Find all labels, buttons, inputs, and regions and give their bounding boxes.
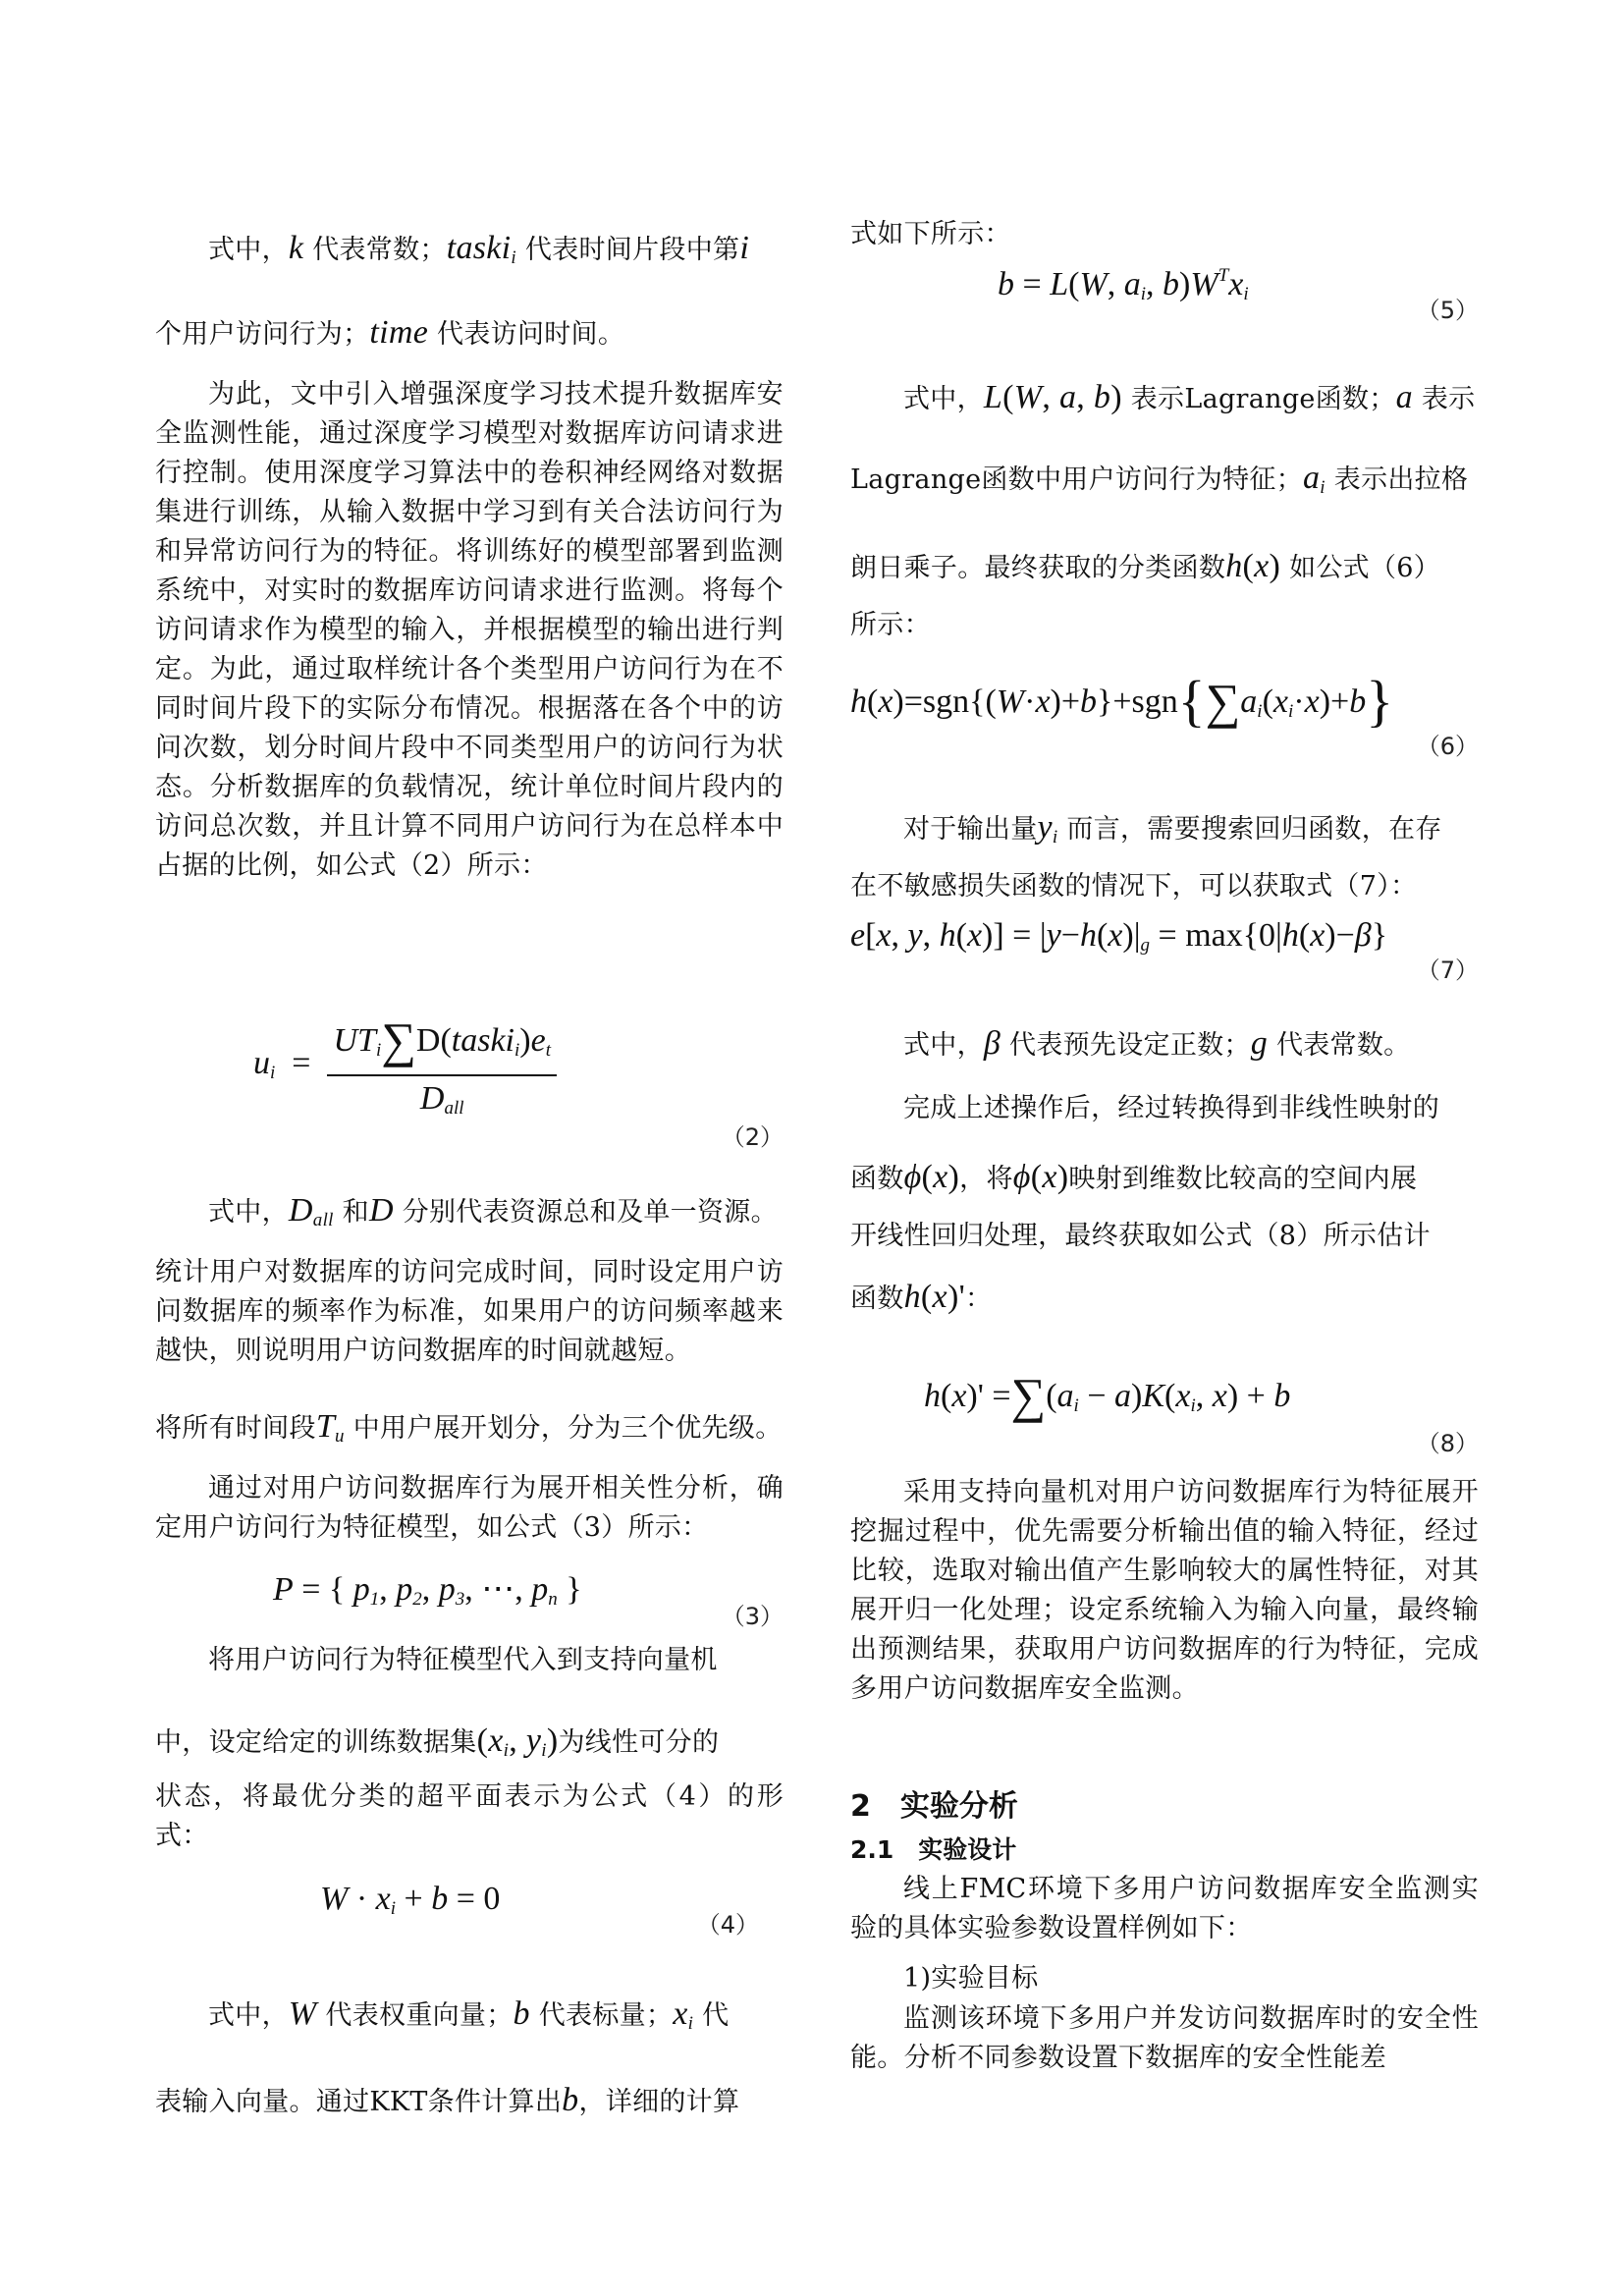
right-paragraph-16: 监测该环境下多用户并发访问数据库时的安全性能。分析不同参数设置下数据库的安全性能差 [850, 2003, 1479, 2073]
paragraph-1-line-2: 个用户访问行为；time 代表访问时间。 [155, 314, 625, 351]
equation-8-number: （8） [1416, 1430, 1479, 1457]
lagrange-symbol: L(W, a, b) [983, 379, 1122, 415]
section-heading-2: 2 实验分析 [850, 1789, 1018, 1824]
equation-2-number: （2） [721, 1123, 784, 1151]
equation-4-number: （4） [696, 1911, 759, 1939]
phi-symbol-2: ϕ(x) [1012, 1159, 1069, 1195]
paragraph-4: 统计用户对数据库的访问完成时间，同时设定用户访问数据库的频率作为标准，如果用户的访问频率越来越快，则说明用户访问数据库的时间就越短。 [155, 1257, 784, 1366]
estimation-function-symbol: h(x)' [903, 1279, 966, 1315]
right-paragraph-9: 完成上述操作后，经过转换得到非线性映射的 [903, 1093, 1439, 1123]
equation-8: $h(x)' =\sum(a_i - a)K(x_i$, x) + b [924, 1368, 1291, 1423]
equation-7: e[x, y, $h(x)] = |y-h(x)|_g = \max\{0|h(x)-\beta\}$ [850, 917, 1388, 956]
equation-7-number: （7） [1416, 957, 1479, 984]
paragraph-2: 为此，文中引入增强深度学习技术提升数据库安全监测性能，通过深度学习模型对数据库访问请求进行控制。使用深度学习算法中的卷积神经网络对数据集进行训练，从输入数据中学习到有关合法访问行为和异常访问行为的特征。将训练好的模型部署到监测系统中，对实时的数据库访问请求进行监测。将每个访问请求作为模型的输入，并根据模型的输出进行判定。为此，通过取样统计各个类型用户访问行为在不同时间片段下的实际分布情况。根据落在各个中的访问次数，划分时间片段中不同类型用户的访问行为状态。分析数据库的负载情况，统计单位时间片段内的访问总次数，并且计算不同用户访问行为在总样本中占据的比例，如公式（2）所示： [155, 379, 784, 881]
right-paragraph-15: 1)实验目标 [903, 1963, 1039, 1994]
right-paragraph-8: 式中，β 代表预先设定正数；g 代表常数。 [903, 1025, 1411, 1062]
var-W: W [288, 1995, 317, 2032]
paragraph-5: 将所有时间段$T_u$ 中用户展开划分，分为三个优先级。 [155, 1408, 783, 1447]
subsection-heading-2-1: 2.1 实验设计 [850, 1835, 1017, 1864]
var-d-all: $D_{all}$ [288, 1192, 334, 1230]
var-time: time [369, 314, 429, 351]
right-paragraph-4: 朗日乘子。最终获取的分类函数h(x) 如公式（6） [850, 548, 1441, 584]
paragraph-1-line-1: 式中，k 代表常数；taski$_i$ 代表时间片段中第i [208, 230, 750, 268]
right-paragraph-1: 式如下所示： [850, 219, 1011, 249]
paragraph-7: 将用户访问行为特征模型代入到支持向量机 [208, 1645, 718, 1675]
var-taski: taski$_i$ [446, 230, 517, 268]
classification-function-symbol: h(x) [1225, 548, 1281, 584]
var-x-i: $x_i$ [673, 1995, 694, 2034]
var-t-u: $T_u$ [315, 1408, 345, 1447]
equation-3: P = { $p_1$, $p_2$, $p_3$, ⋯, $p_n$ } [273, 1571, 582, 1610]
right-paragraph-2: 式中，L(W, a, b) 表示Lagrange函数；a 表示 [903, 379, 1476, 415]
var-y-i: $y_i$ [1037, 809, 1058, 847]
paragraph-6: 通过对用户访问数据库行为展开相关性分析，确定用户访问行为特征模型，如公式（3）所示： [155, 1473, 784, 1543]
equation-3-number: （3） [721, 1603, 784, 1630]
var-g: g [1250, 1025, 1269, 1062]
right-paragraph-5: 所示： [850, 610, 931, 640]
right-paragraph-6: 对于输出量$y_i$ 而言，需要搜索回归函数，在存 [903, 809, 1442, 847]
training-set-symbol: ($x_i$, $y_i$) [476, 1722, 559, 1761]
equation-5-number: （5） [1416, 297, 1479, 324]
right-paragraph-13: 采用支持向量机对用户访问数据库行为特征展开挖掘过程中，优先需要分析输出值的输入特征，经过比较，选取对输出值产生影响较大的属性特征，对其展开归一化处理；设定系统输入为输入向量，最终输出预测结果，获取用户访问数据库的行为特征，完成多用户访问数据库安全监测。 [850, 1477, 1479, 1704]
var-b: b [513, 1995, 530, 2032]
equation-4: $W \cdot x_i + b = 0$ [320, 1881, 501, 1919]
right-paragraph-7: 在不敏感损失函数的情况下，可以获取式（7）： [850, 871, 1418, 902]
right-paragraph-10: 函数ϕ(x)，将ϕ(x)映射到维数比较高的空间内展 [850, 1159, 1418, 1195]
right-paragraph-11: 开线性回归处理，最终获取如公式（8）所示估计 [850, 1221, 1431, 1251]
right-paragraph-3: Lagrange函数中用户访问行为特征；$a_i$ 表示出拉格 [850, 460, 1469, 498]
right-paragraph-14: 线上FMC环境下多用户访问数据库安全监测实验的具体实验参数设置样例如下： [850, 1874, 1479, 1943]
equation-5: b = L(W, $a_i$, $b)W^Tx_i$ [998, 265, 1249, 304]
paragraph-10: 式中，W 代表权重向量；b 代表标量；$x_i$ 代 [208, 1995, 730, 2034]
equation-6: $h(x)=sgn\{(W\cdot x)+b\}+sgn\{\sum a_i(x_i\cdot x)+b\}$ [850, 669, 1394, 733]
phi-symbol: ϕ(x) [903, 1159, 960, 1195]
var-d: D [368, 1192, 394, 1229]
paragraph-8: 中，设定给定的训练数据集($x_i$, $y_i$)为线性可分的 [155, 1722, 720, 1761]
paragraph-11: 表输入向量。通过KKT条件计算出b，详细的计算 [155, 2082, 740, 2118]
var-a-i: $a_i$ [1302, 460, 1325, 498]
equation-6-number: （6） [1416, 733, 1479, 760]
var-i: i [739, 230, 750, 266]
var-b-2: b [562, 2082, 579, 2118]
equation-2: $u_i$ = $\frac{UT_i\sum D(taski_i)e_t}{D_{all}}$ [253, 1011, 557, 1120]
var-k: k [288, 230, 304, 266]
var-beta: β [983, 1025, 1001, 1062]
var-a: a [1395, 379, 1413, 415]
right-paragraph-12: 函数h(x)'： [850, 1279, 993, 1315]
paragraph-9: 状态，将最优分类的超平面表示为公式（4）的形式： [155, 1781, 784, 1851]
paragraph-3: 式中，$D_{all}$ 和D 分别代表资源总和及单一资源。 [208, 1192, 778, 1230]
